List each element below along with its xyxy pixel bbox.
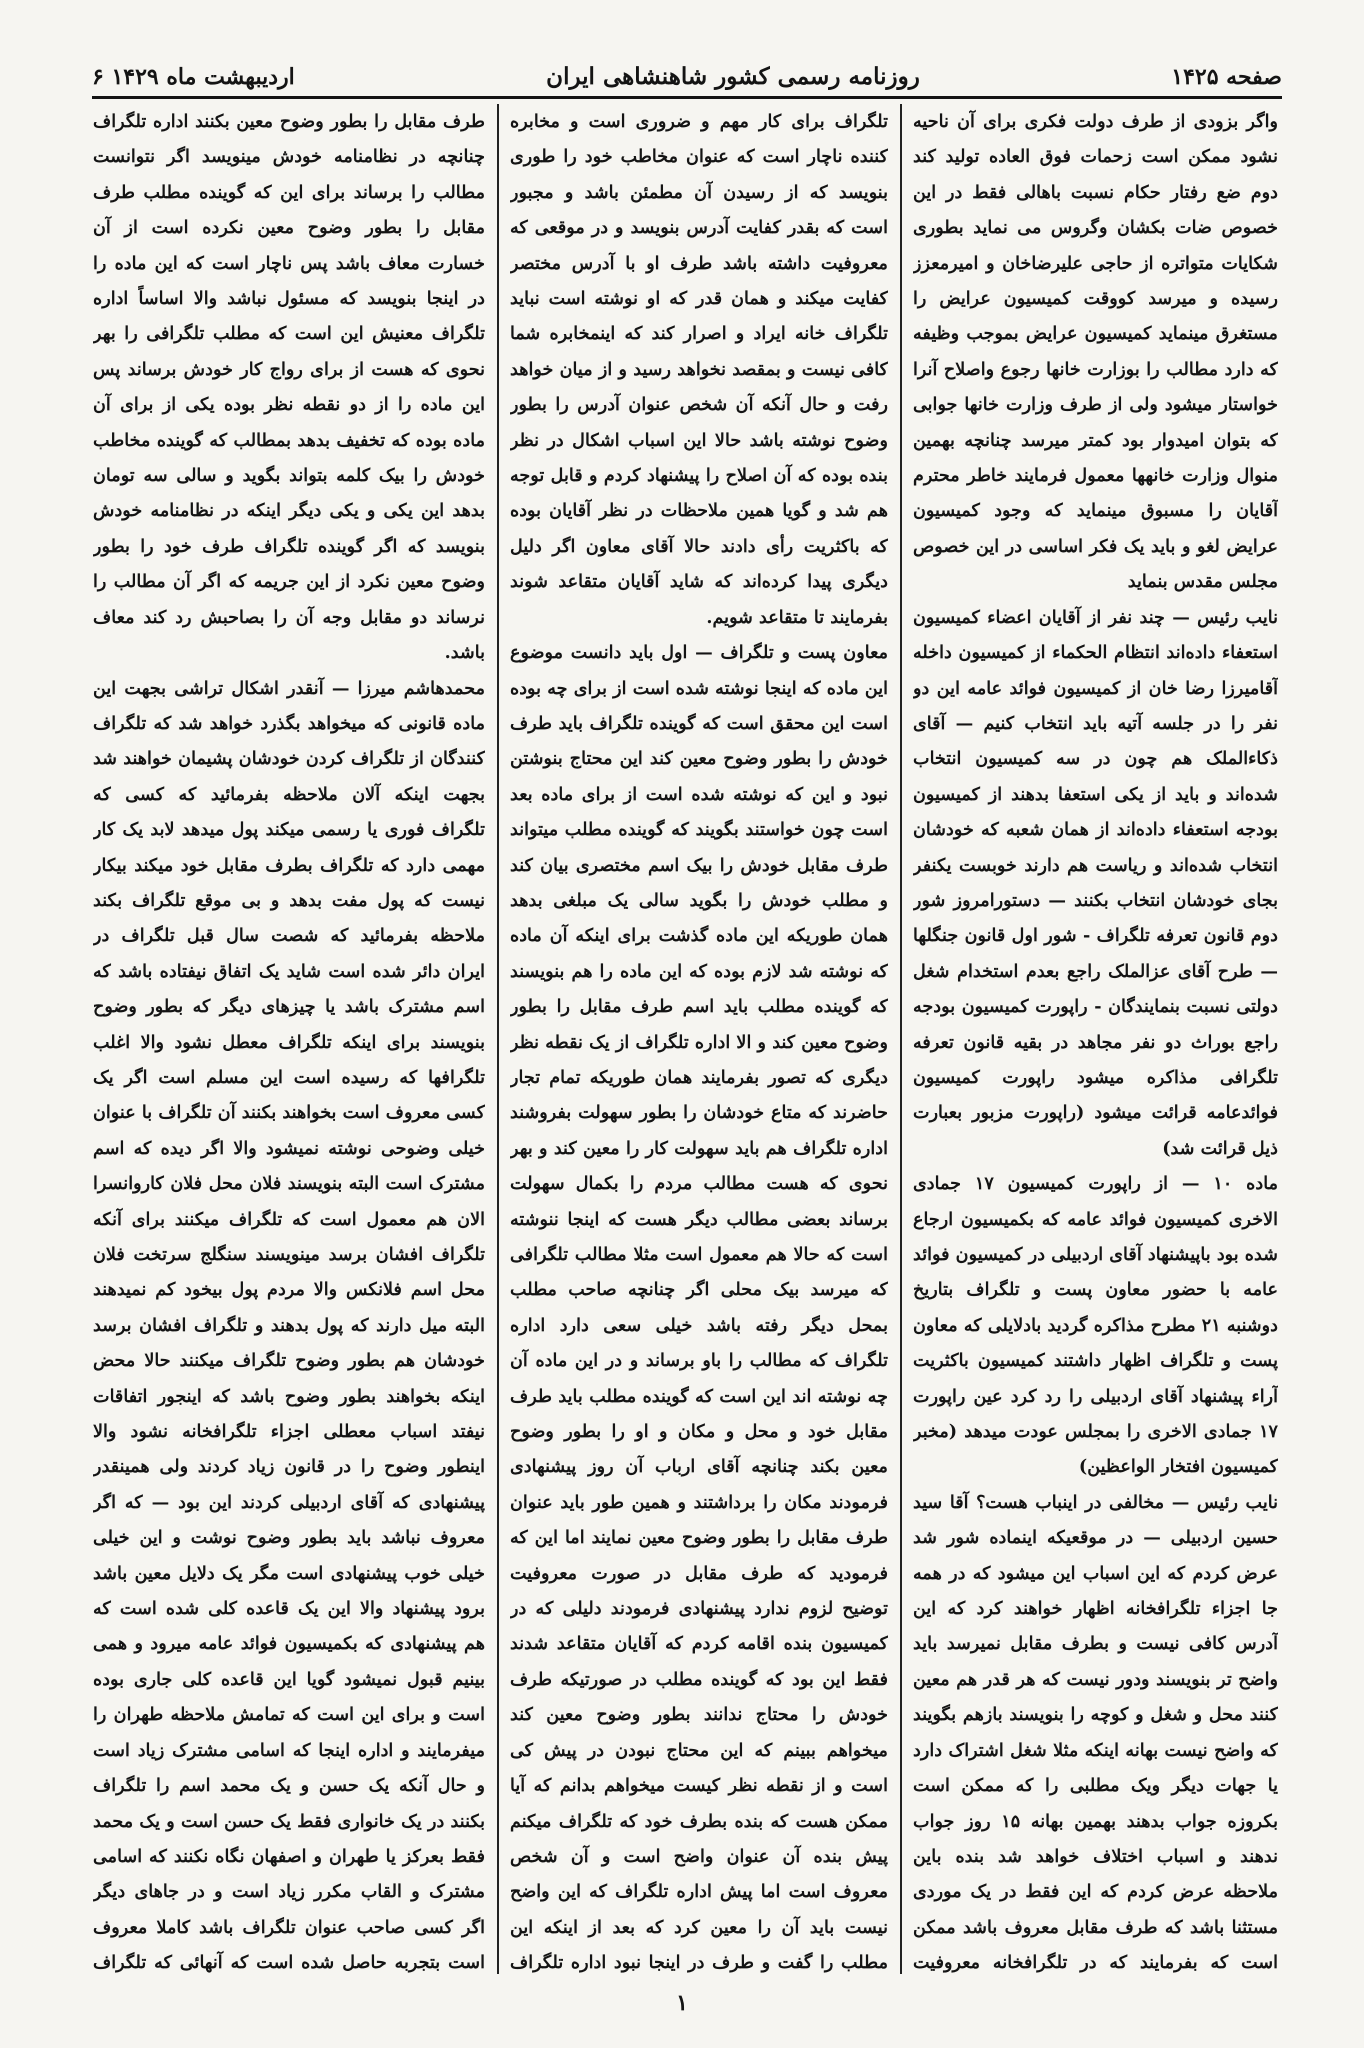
column-right-paragraph: نایب رئیس — چند نفر از آقایان اعضاء کمیسیون استعفاء داده‌اند انتظام الحکماء از کمیسیون داخله آقامیرزا رضا خان از کمیسیون فوائد عامه این دو نفر را در جلسه آتیه باید انتخاب کنیم — آقای ذکاءالملک هم چون در سه کمیسیون انتخاب شده‌اند و باید از یکی استعفا بدهند از کمیسیون بودجه استعفاء داده‌اند از همان شعبه که خودشان انتخاب شده‌اند و ریاست هم دارند خوبست یکنفر بجای خودشان انتخاب بکنند — دستورامروز شور دوم قانون تعرفه تلگراف - شور اول قانون جنگلها — طرح آقای عزالملک راجع بعدم استخدام شغل دولتی نسبت بنمایندگان - راپورت کمیسیون بودجه راجع بوراث دو نفر مجاهد در بقیه قانون تعرفه تلگرافی مذاکره میشود راپورت کمیسیون فوائدعامه قرائت میشود (راپورت مزبور بعبارت ذیل قرائت شد) xyxy=(913,606,1278,1159)
column-right xyxy=(913,104,1278,1974)
column-right-paragraph: ماده ۱۰ — از راپورت کمیسیون ۱۷ جمادی الاخری کمیسیون فوائد عامه که بکمیسیون ارجاع شده بود باپیشنهاد آقای اردبیلی در کمیسیون فوائد عامه با حضور معاون پست و تلگراف بتاریخ دوشنبه ۲۱ مطرح مذاکره گردید بادلایلی که معاون پست و تلگراف اظهار داشتند کمیسیون باکثریت آراء پیشنهاد آقای اردبیلی را رد کرد عین راپورت ۱۷ جمادی الاخری را بمجلس عودت میدهد (مخبر کمیسیون افتخار الواعظین) xyxy=(913,1173,1278,1478)
page-number: ۱ xyxy=(676,1990,688,2016)
header-title: روزنامه رسمی کشور شاهنشاهی ایران xyxy=(546,63,920,90)
header-page-label: صفحه ۱۴۲۵ xyxy=(1171,64,1282,90)
column-left xyxy=(93,104,485,1974)
column-middle xyxy=(510,104,888,1974)
column-middle-paragraph: معاون پست و تلگراف — اول باید دانست موضوع این ماده که اینجا نوشته شده است از برای چه بوده است این محقق است که گوینده تلگراف باید طرف خودش را بطور وضوح معین کند این محتاج بنوشتن نبود و این که نوشته شده است از برای ماده بعد است چون خواستند بگویند که گوینده مطلب میتواند طرف مقابل خودش را بیک اسم مختصری بیان کند و مطلب خودش را بگوید سالی یک مبلغی بدهد همان طوریکه این ماده گذشت برای اینکه آن ماده که نوشته شد لازم بوده که این ماده را هم بنویسند که گوینده مطلب باید اسم طرف مقابل را بطور وضوح معین کند و الا اداره تلگراف از یک نقطه نظر دیگری که تصور بفرمایند همان طوریکه تمام تجار حاضرند که متاع خودشان را بطور سهولت بفروشند اداره تلگراف هم باید سهولت کار را معین کند و بهر نحوی که هست مطالب مردم را بکمال سهولت برساند بعضی مطالب دیگر هست که اینجا ننوشته است که حالا هم معمول است مثلا مطالب تلگرافی که میرسد بیک محلی اگر چنانچه صاحب مطلب بمحل دیگر رفته باشد خیلی سعی دارد اداره تلگراف که مطالب را باو برساند و در این ماده آن چه نوشته اند این است که گوینده مطلب باید طرف مقابل خود و محل و مکان و او را بطور وضوح معین بکند چنانچه آقای ارباب آن روز پیشنهادی فرمودند مکان را برداشتند و همین طور باید عنوان طرف مقابل را بطور وضوح معین نمایند اما این که فرمودید که طرف مقابل در صورت معروفیت توضیح لزوم ندارد پیشنهادی فرمودند دلیلی که در کمیسیون بنده اقامه کردم که آقایان متقاعد شدند فقط این بود که گوینده مطلب در صورتیکه طرف خودش را محتاج ندانند بطور وضوح معین کند میخواهم ببینم که این محتاج نبودن در پیش کی است و از نقطه نظر کیست میخواهم بدانم که آیا ممکن هست که بنده بطرف خود که تلگراف میکنم پیش بنده آن عنوان واضح است و آن شخص معروف است اما پیش اداره تلگراف که این واضح نیست باید آن را معین کرد که بعد از اینکه این مطلب را گفت و طرف در اینجا نبود اداره تلگراف xyxy=(510,642,888,1974)
column-left-paragraph: محمدهاشم میرزا — آنقدر اشکال تراشی بجهت این ماده قانونی که میخواهد بگذرد خواهد شد که تلگراف کنندگان از تلگراف کردن خودشان پشیمان خواهند شد بجهت اینکه آلان ملاحظه بفرمائید که کسی که تلگراف فوری یا رسمی میکند پول میدهد لابد یک کار مهمی دارد که تلگراف بطرف مقابل خود میکند بیکار نیست که پول مفت بدهد و بی موقع تلگراف بکند ملاحظه بفرمائید که شصت سال قبل تلگراف در ایران دائر شده است شاید یک اتفاق نیفتاده باشد که اسم مشترک باشد یا چیزهای دیگر که بطور وضوح بنویسند برای اینکه تلگراف معطل نشود والا اغلب تلگرافها که رسیده است این مسلم است اگر یک کسی معروف است بخواهند بکنند آن تلگراف با عنوان خیلی وضوحی نوشته نمیشود والا اگر دیده که اسم مشترک است البته بنویسند فلان محل فلان کاروانسرا الان هم معمول است که تلگراف میکنند برای آنکه تلگراف افشان برسد مینویسند سنگلج سرتخت فلان محل اسم فلانکس والا مردم پول بیخود کم نمیدهند البته میل دارند که پول بدهند و تلگراف افشان برسد خودشان هم بطور وضوح تلگراف میکنند حالا محض اینکه بخواهند بطور وضوح باشد که اینجور اتفاقات نیفتد اسباب معطلی اجزاء تلگرافخانه نشود والا اینطور وضوح را در قانون زیاد کردند ولی همینقدر پیشنهادی که آقای اردبیلی کردند این بود — که اگر معروف نباشد باید بطور وضوح نوشت و این خیلی خیلی خوب پیشنهادی است مگر یک دلایل معین باشد برود پیشنهاد والا این یک قاعده کلی شده است که هم پیشنهادی که بکمیسیون فوائد عامه میرود و همی بینیم قبول نمیشود گویا این قاعده کلی جاری بوده است و برای این است که تمامش ملاحظه طهران را میفرمایند و اداره اینجا که اسامی مشترک زیاد است و حال آنکه یک حسن و یک محمد اسم را تلگراف بکنند در یک خانواری فقط یک حسن است و یک محمد فقط بعرکز یا طهران و اصفهان نگاه نکنند که اسامی مشترک و القاب مکرر زیاد است و در جاهای دیگر اگر کسی صاحب عنوان تلگراف باشد کاملا معروف است بتجربه حاصل شده است که آنهائی که تلگراف xyxy=(93,677,485,1974)
column-divider xyxy=(900,104,902,1974)
column-right-paragraph: نایب رئیس — مخالفی در اینباب هست؟ آقا سید حسین اردبیلی — در موقعیکه اینماده شور شد عرض کردم که این اسباب این میشود که در همه جا اجزاء تلگرافخانه اظهار خواهند کرد که این آدرس کافی نیست و بطرف مقابل نمیرسد باید واضح تر بنویسند ودور نیست که هر قدر هم معین کنند محل و شغل و کوچه را بنویسند بازهم بگویند که واضح نیست بهانه اینکه مثلا شغل اشتراک دارد یا جهات دیگر ویک مطلبی را که ممکن است بکروزه جواب بدهند بهمین بهانه ۱۵ روز جواب ندهند و اسباب اختلاف خواهد شد بنده باین ملاحظه عرض کردم که این فقط در یک موردی مستثنا باشد که طرف مقابل معروف باشد ممکن است که بفرمایند که در تلگرافخانه معروفیت xyxy=(913,1491,1278,1974)
column-right-paragraph: واگر بزودی از طرف دولت فکری برای آن ناحیه نشود ممکن است زحمات فوق العاده تولید کند دوم ضع رفتار حکام نسبت باهالی فقط در این خصوص ضات بکشان وگروس می نماید بطوری شکایات متواتره از حاجی علیرضاخان و امیرمعزز رسیده و میرسد کووقت کمیسیون عرایض را مستغرق مینماید کمیسیون عرایض بموجب وظیفه که دارد مطالب را بوزارت خانها رجوع واصلاح آنرا خواستار میشود ولی از طرف وزارت خانها جوابی که بتوان امیدوار بود کمتر میرسد چنانچه بهمین منوال وزارت خانهها معمول فرمایند خاطر محترم آقایان را مسبوق مینماید که وجود کمیسیون عرایض لغو و باید یک فکر اساسی در این خصوص مجلس مقدس بنماید xyxy=(913,111,1278,593)
header-date: ۶ اردیبهشت ماه ۱۴۲۹ xyxy=(92,64,295,90)
column-left-paragraph: طرف مقابل را بطور وضوح معین بکنند اداره تلگراف چنانچه در نظامنامه خودش مینویسد اگر نتوانست مطالب را برساند برای این که گوینده مطلب طرف مقابل را بطور وضوح معین نکرده است از آن خسارت معاف باشد پس ناچار است که این ماده را در اینجا بنویسد که مسئول نباشد والا اساساً اداره تلگراف معنیش این است که مطلب تلگرافی را بهر نحوی که هست از برای رواج کار خودش برساند پس این ماده را از دو نقطه نظر بوده یکی از برای آن ماده بوده که تخفیف بدهد بمطالب که گوینده مخاطب خودش را بیک کلمه بتواند بگوید و سالی سه تومان بدهد این یکی و یکی دیگر اینکه در نظامنامه خودش بنویسد که اگر گوینده تلگراف طرف خود را بطور وضوح معین نکرد از این جریمه که اگر آن مطالب را نرساند دو مقابل وجه آن را بصاحبش رد کند معاف باشد. xyxy=(93,111,485,664)
page-header xyxy=(92,50,1282,90)
column-middle-paragraph: تلگراف برای کار مهم و ضروری است و مخابره کننده ناچار است که عنوان مخاطب خود را طوری بنویسد که از رسیدن آن مطمئن باشد و مجبور است که بقدر کفایت آدرس بنویسد و در موقعی که معروفیت داشته باشد طرف او با آدرس مختصر کفایت میکند و همان قدر که او نوشته است نباید تلگراف خانه ایراد و اصرار کند که اینمخابره شما کافی نیست و بمقصد نخواهد رسید و از میان خواهد رفت و حال آنکه آن شخص عنوان آدرس را بطور وضوح نوشته باشد حالا این اسباب اشکال در نظر بنده بوده که آن اصلاح را پیشنهاد کردم و قابل توجه هم شد و گویا همین ملاحظات در نظر آقایان بوده که باکثریت رأی دادند حالا آقای معاون اگر دلیل دیگری پیدا کرده‌اند که شاید آقایان متقاعد شوند بفرمایند تا متقاعد شویم. xyxy=(510,111,888,628)
column-divider xyxy=(497,104,499,1974)
header-rule xyxy=(92,96,1282,99)
